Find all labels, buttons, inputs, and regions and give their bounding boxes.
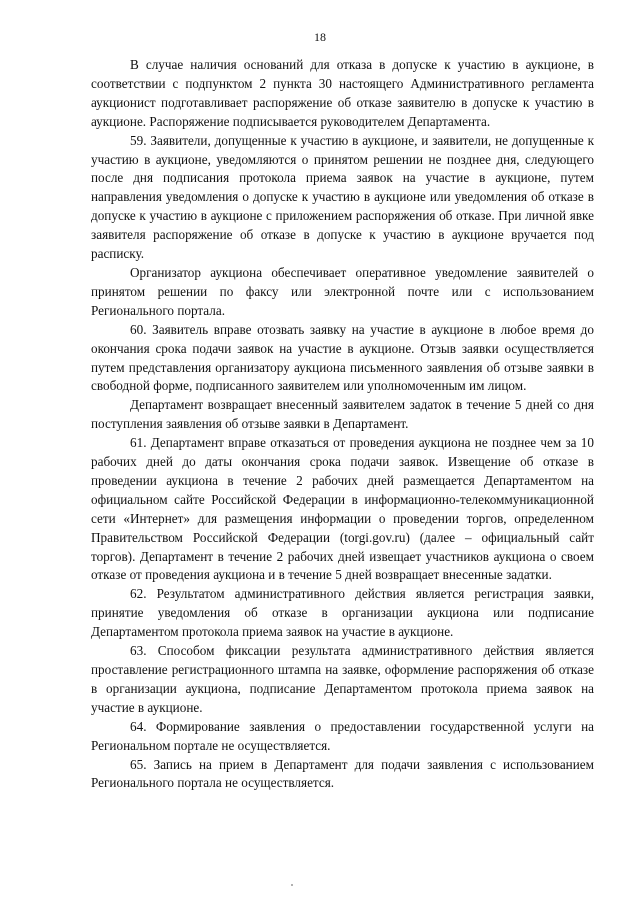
paragraph-organizer-notification: Организатор аукциона обеспечивает оперативное уведомление заявителей о принятом решении по факсу или электронной почте или с использованием Регионального портала. <box>91 264 594 318</box>
paragraph-refusal-order: В случае наличия оснований для отказа в допуске к участию в аукционе, в соответствии с подпунктом 2 пункта 30 настоящего Административного регламента аукционист подготавливает распоряжение об отказе заявителю в допуске к участию в аукционе. Распоряжение подписывается руководителем Департамента. <box>91 57 594 129</box>
paragraph-63: 63. Способом фиксации результата административного действия является проставление регистрационного штампа на заявке, оформление распоряжения об отказе в организации аукциона, подписание Департаментом протокола приема заявок на участие в аукционе. <box>91 643 594 715</box>
paragraph-64: 64. Формирование заявления о предоставлении государственной услуги на Региональном портале не осуществляется. <box>91 718 594 753</box>
paragraph-59: 59. Заявители, допущенные к участию в аукционе, и заявители, не допущенные к участию в аукционе, уведомляются о принятом решении не позднее дня, следующего после дня подписания протокола приема заявок на участие в аукционе, путем направления уведомления о допуске к участию в аукционе или уведомления об отказе в допуске к участию в аукционе с приложением распоряжения об отказе. При личной явке заявителя распоряжение об отказе в допуске к участию в аукционе вручается под расписку. <box>91 132 594 262</box>
page-number: 18 <box>314 30 326 44</box>
paragraph-65: 65. Запись на прием в Департамент для подачи заявления с использованием Регионального портала не осуществляется. <box>91 756 594 791</box>
paragraph-62: 62. Результатом административного действия является регистрация заявки, принятие уведомления об отказе в организации аукциона или подписание Департаментом протокола приема заявок на участие в аукционе. <box>91 586 594 640</box>
paragraph-61: 61. Департамент вправе отказаться от проведения аукциона не позднее чем за 10 рабочих дней до даты окончания срока подачи заявок. Извещение об отказе в проведении аукциона в течение 2 рабочих дней размещается Департаментом на официальном сайте Российской Федерации в информационно-телекоммуникационной сети «Интернет» для размещения информации о проведении торгов, определенном Правительством Российской Федерации (torgi.gov.ru) (далее – официальный сайт торгов). Департамент в течение 2 рабочих дней извещает участников аукциона о своем отказе от проведения аукциона и в течение 5 дней возвращает внесенные задатки. <box>91 435 594 583</box>
paragraph-60: 60. Заявитель вправе отозвать заявку на участие в аукционе в любое время до окончания срока подачи заявок на участие в аукционе. Отзыв заявки осуществляется путем представления организатору аукциона письменного заявления об отзыве заявки в свободной форме, подписанного заявителем или уполномоченным им лицом. <box>91 321 594 394</box>
scan-speck <box>291 884 293 886</box>
paragraph-deposit-return: Департамент возвращает внесенный заявителем задаток в течение 5 дней со дня поступления заявления об отзыве заявки в Департамент. <box>91 397 594 432</box>
document-body <box>91 56 594 793</box>
